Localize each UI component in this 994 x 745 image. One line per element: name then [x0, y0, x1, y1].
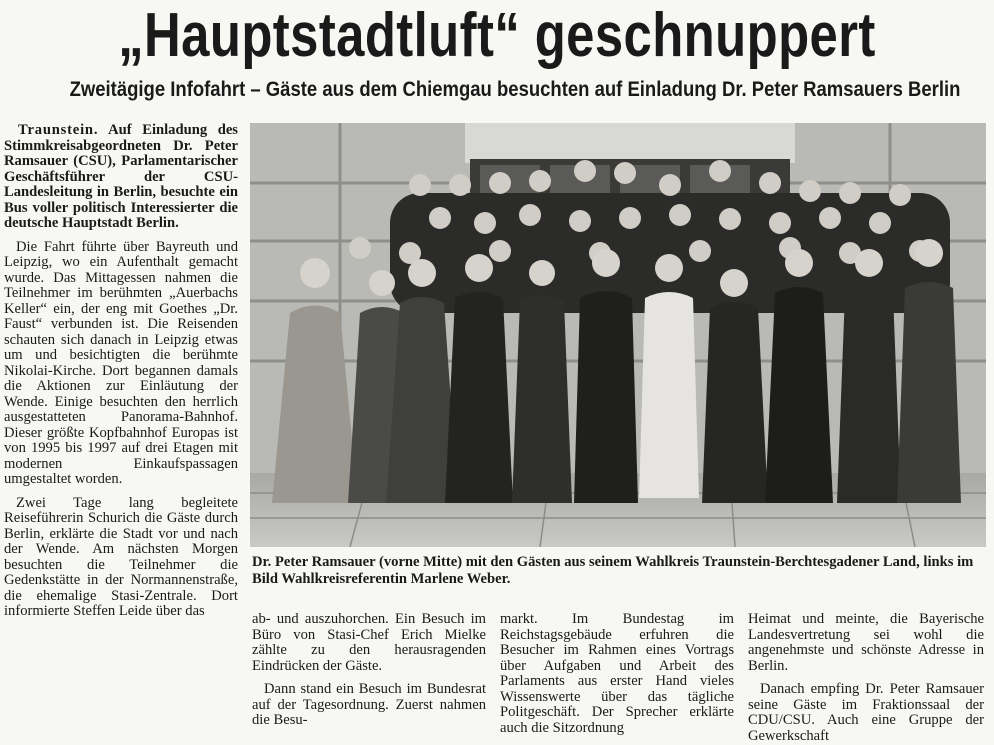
body-paragraph: Heimat und meinte, die Bayerische Landesvertretung sei wohl die angenehmste und schönste Adresse in Berlin.	[748, 612, 984, 674]
body-paragraph: Zwei Tage lang begleitete Reiseführerin Schurich die Gäste durch Berlin, erklärte die Stadt vor und nach der Wende. Am nächsten Morgen besuchten die Teilnehmer die Gedenkstätte in der Normannenstraße, die ehemalige Stasi-Zentrale. Dort informierte Steffen Leide über das	[4, 494, 238, 619]
body-paragraph: Die Fahrt führte über Bayreuth und Leipzig, wo ein Aufenthalt gemacht wurde. Das Mittagessen nahmen die Teilnehmer im berühmten „Auerbachs Keller“ ein, der eng mit Goethes „Dr. Faust“ verbunden ist. Die Reisenden schauten sich danach in Leipzig etwas um und besichtigten die berühmte Nikolai-Kirche. Dort begannen damals die Aktionen zur Einläutung der Wende. Einige besuchten den herrlich ausgestatteten Panorama-Bahnhof. Dieser größte Kopfbahnhof Europas ist von 1995 bis 1997 auf drei Etagen mit modernen Einkaufspassagen umgestaltet worden.	[4, 238, 238, 487]
text-column-3	[500, 612, 734, 745]
photo-caption: Dr. Peter Ramsauer (vorne Mitte) mit den Gästen aus seinem Wahlkreis Traunstein-Berchtesgadener Land, links im Bild Wahlkreisreferentin Marlene Weber.	[252, 554, 974, 587]
body-paragraph: Dann stand ein Besuch im Bundesrat auf der Tagesordnung. Zuerst nahmen die Besu-	[252, 681, 486, 728]
body-paragraph: markt. Im Bundestag im Reichstagsgebäude erfuhren die Besucher im Rahmen eines Vortrags über Aufgaben und Arbeit des Parlaments aus erster Hand vieles Wissenswerte über das tägliche Politgeschäft. Der Sprecher erklärte auch die Sitzordnung	[500, 612, 734, 736]
headline: „Hauptstadtluft“ geschnuppert	[118, 1, 876, 70]
text-column-1	[4, 123, 238, 745]
body-paragraph: ab- und auszuhorchen. Ein Besuch im Büro von Stasi-Chef Erich Mielke zählte zu den herausragenden Eindrücken der Gäste.	[252, 612, 486, 674]
group-photo	[250, 123, 986, 547]
lead-paragraph	[4, 123, 238, 232]
dateline: Traunstein.	[18, 123, 99, 138]
text-column-4	[748, 612, 984, 745]
body-paragraph: Danach empfing Dr. Peter Ramsauer seine Gäste im Fraktionssaal der CDU/CSU. Auch eine Gruppe der Gewerkschaft	[748, 681, 984, 744]
text-column-2	[252, 612, 486, 745]
group-photo-image	[250, 123, 986, 547]
subheadline: Zweitägige Infofahrt – Gäste aus dem Chiemgau besuchten auf Einladung Dr. Peter Ramsauers Berlin	[69, 77, 961, 101]
lead-text: Auf Einladung des Stimmkreisabgeordneten Dr. Peter Ramsauer (CSU), Parlamentarischer Geschäftsführer der CSU-Landesleitung in Berlin, besuchte ein Bus voller politisch Interessierter die deutsche Hauptstadt Berlin.	[4, 123, 238, 231]
